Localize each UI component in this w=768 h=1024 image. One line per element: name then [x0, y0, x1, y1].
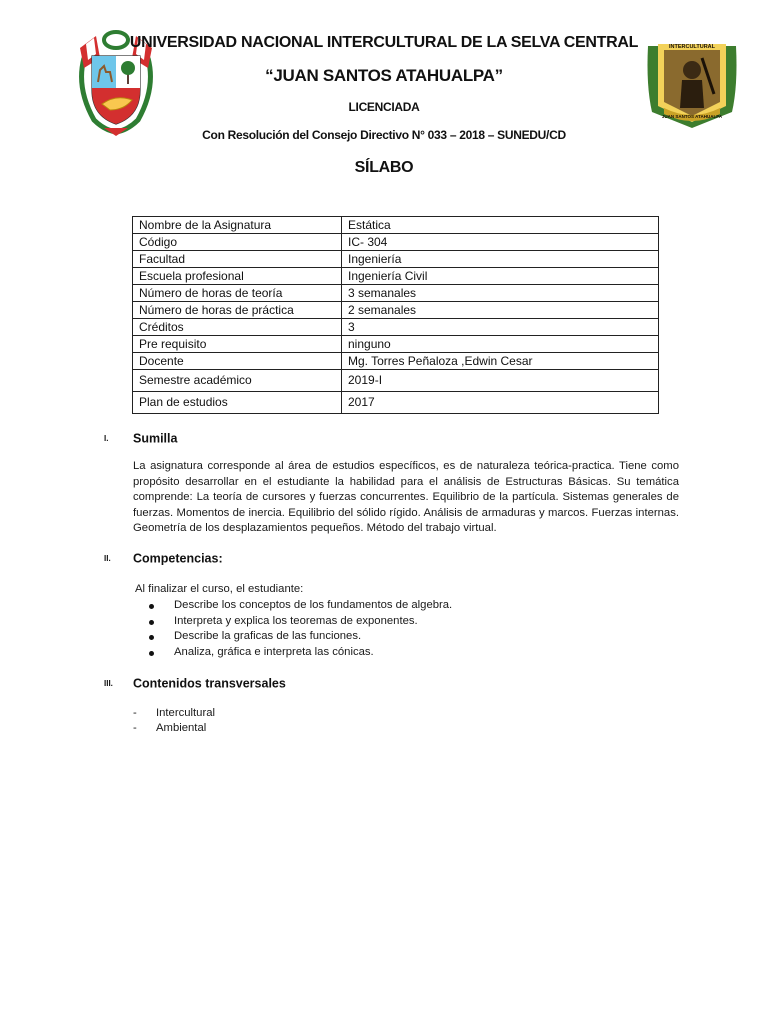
sumilla-text: La asignatura corresponde al área de estudios específicos, es de naturaleza teórica-practica. Tiene como propósito desarrollar en el estudiante la habilidad para el análisis de Estructuras Básicas. Su temática comprende: La teoría de cursores y fuerzas concurrentes. Equilibrio de la partícula. Sistemas generales de fuerzas. Momentos de inercia. Equilibrio del sólido rígido. Análisis de armaduras y marcos. Fuerzas internas. Geometría de los desplazamientos pequeños. Método del trabajo virtual. — [133, 460, 679, 534]
table-cell-key: Plan de estudios — [133, 392, 342, 414]
table-cell-value: Mg. Torres Peñaloza ,Edwin Cesar — [342, 353, 659, 370]
seal-top-text: INTERCULTURAL — [668, 44, 716, 50]
table-row — [133, 285, 659, 302]
table-row — [133, 353, 659, 370]
table-cell-key: Nombre de la Asignatura — [133, 217, 342, 234]
table-cell-value: 3 semanales — [342, 285, 659, 302]
section-sumilla-heading — [104, 431, 177, 446]
table-cell-value: Ingeniería — [342, 251, 659, 268]
table-cell-value: 2019-I — [342, 370, 659, 392]
section-competencias-heading — [104, 551, 223, 566]
section-number: III. — [104, 679, 113, 689]
dash-icon: - — [133, 707, 137, 719]
list-item — [145, 614, 452, 630]
course-info-table — [132, 216, 659, 414]
list-item — [145, 645, 452, 661]
bullet-icon — [149, 635, 154, 640]
section-number: II. — [104, 554, 111, 564]
list-item — [145, 629, 452, 645]
resolution-line: Con Resolución del Consejo Directivo N° 033 – 2018 – SUNEDU/CD — [202, 128, 566, 142]
table-cell-key: Código — [133, 234, 342, 251]
table-row — [133, 302, 659, 319]
table-cell-key: Docente — [133, 353, 342, 370]
list-item — [133, 706, 215, 721]
table-cell-key: Número de horas de teoría — [133, 285, 342, 302]
table-cell-key: Facultad — [133, 251, 342, 268]
table-row — [133, 336, 659, 353]
table-row — [133, 268, 659, 285]
table-row — [133, 251, 659, 268]
section-number: I. — [104, 434, 109, 444]
table-row — [133, 319, 659, 336]
list-item — [133, 721, 215, 736]
table-cell-value: 2 semanales — [342, 302, 659, 319]
table-cell-key: Número de horas de práctica — [133, 302, 342, 319]
bullet-icon — [149, 651, 154, 656]
list-item-text: Ambiental — [156, 722, 207, 734]
section-title: Contenidos transversales — [133, 676, 286, 691]
competencias-intro: Al finalizar el curso, el estudiante: — [135, 583, 304, 595]
table-cell-key: Créditos — [133, 319, 342, 336]
university-name: UNIVERSIDAD NACIONAL INTERCULTURAL DE LA SELVA CENTRAL — [129, 34, 639, 51]
list-item-text: Describe la graficas de las funciones. — [174, 630, 362, 642]
table-row — [133, 234, 659, 251]
table-cell-value: Estática — [342, 217, 659, 234]
list-item-text: Describe los conceptos de los fundamentos de algebra. — [174, 599, 453, 611]
seal-bottom-text: JUAN SANTOS ATAHUALPA — [661, 114, 723, 119]
section-title: Competencias: — [133, 551, 223, 566]
section-transversales-heading — [104, 676, 286, 691]
university-short-name: “JUAN SANTOS ATAHUALPA” — [265, 66, 503, 85]
bullet-icon — [149, 604, 154, 609]
table-cell-value: Ingeniería Civil — [342, 268, 659, 285]
list-item — [145, 598, 452, 614]
transversales-list — [133, 706, 215, 736]
table-cell-value: 3 — [342, 319, 659, 336]
section-title: Sumilla — [133, 431, 178, 446]
table-row — [133, 217, 659, 234]
table-cell-value: IC- 304 — [342, 234, 659, 251]
list-item-text: Analiza, gráfica e interpreta las cónicas. — [174, 645, 374, 658]
table-row — [133, 370, 659, 392]
list-item-text: Intercultural — [156, 707, 216, 719]
table-cell-key: Semestre académico — [133, 370, 342, 392]
dash-icon: - — [133, 722, 137, 734]
table-cell-value: 2017 — [342, 392, 659, 414]
list-item-text: Interpreta y explica los teoremas de exponentes. — [174, 614, 418, 627]
table-row — [133, 392, 659, 414]
bullet-icon — [149, 620, 154, 625]
document-title: SÍLABO — [354, 159, 414, 176]
university-seal-icon — [644, 36, 740, 130]
table-cell-key: Escuela profesional — [133, 268, 342, 285]
licensed-label: LICENCIADA — [348, 100, 420, 114]
table-cell-value: ninguno — [342, 336, 659, 353]
table-cell-key: Pre requisito — [133, 336, 342, 353]
competencias-list — [145, 598, 452, 660]
